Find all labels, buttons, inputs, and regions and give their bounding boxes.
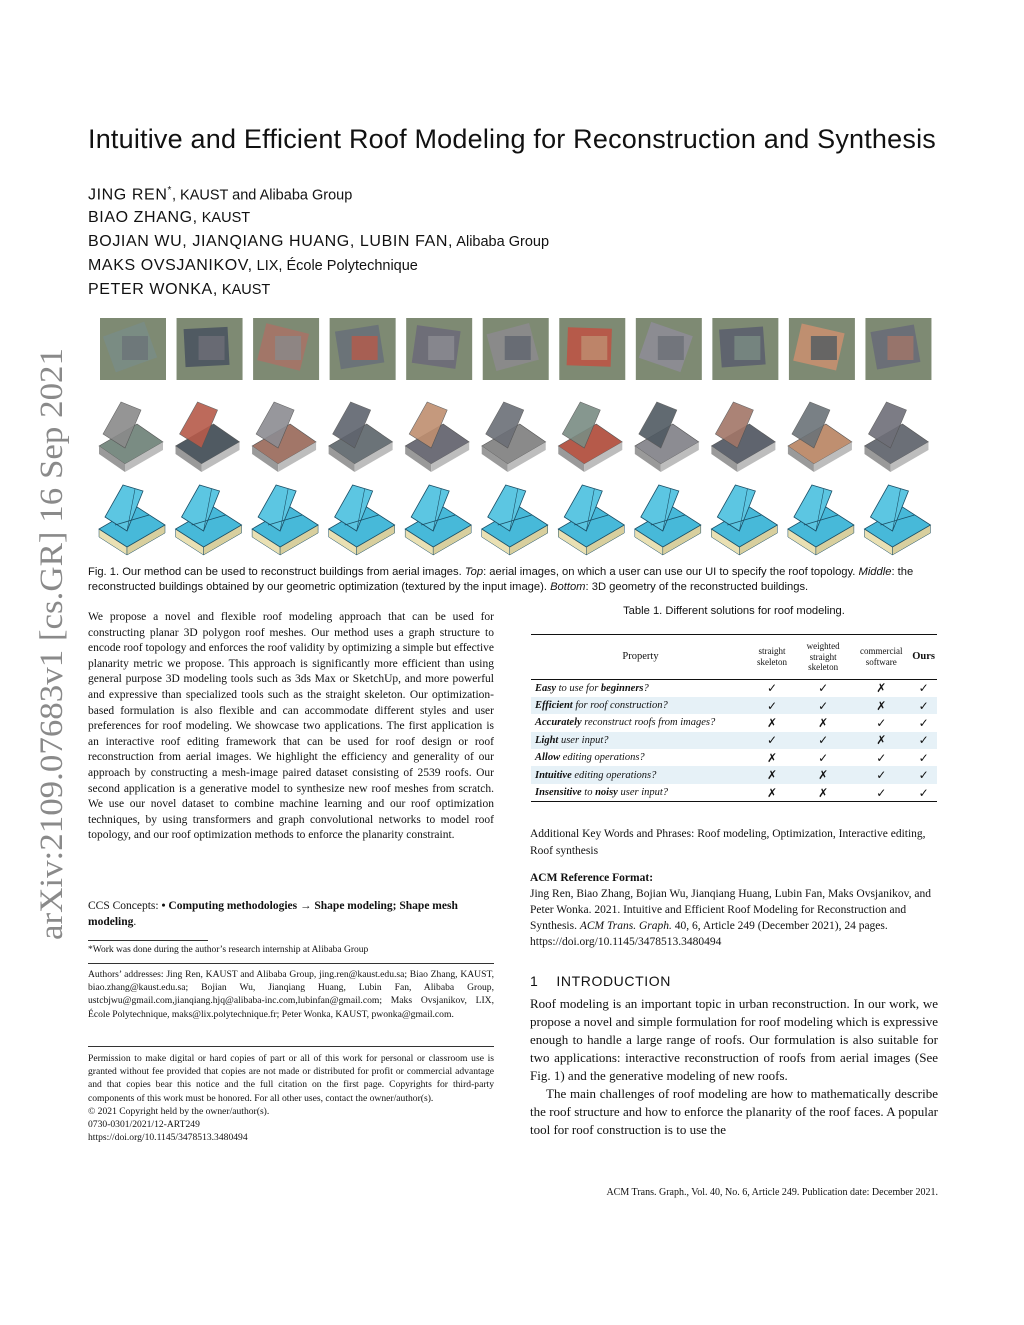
table-row xyxy=(531,697,937,714)
check-icon: ✓ xyxy=(818,681,829,696)
geometry-building-row xyxy=(99,485,930,555)
roof-geometry xyxy=(405,485,471,555)
aerial-thumbnail xyxy=(483,318,549,380)
author-line-4 xyxy=(88,257,418,275)
textured-building xyxy=(176,402,240,472)
permission-notice xyxy=(88,1052,494,1144)
check-icon: ✓ xyxy=(910,766,937,783)
textured-building xyxy=(252,402,316,472)
table-row xyxy=(531,679,937,697)
cross-icon: ✗ xyxy=(767,715,778,730)
permission-text: Permission to make digital or hard copies of part or all of this work for personal or classroom use is granted without fee provided that copies are not made or distributed for profit or commercial advantage and that copies bear this notice and the full citation on the first page. Copyrights for third-party components of this work must be honored. For all other uses, contact the owner/author(s). xyxy=(88,1053,494,1104)
aerial-thumbnail xyxy=(100,318,166,380)
page-footer: ACM Trans. Graph., Vol. 40, No. 6, Article 249. Publication date: December 2021. xyxy=(606,1187,938,1198)
textured-building xyxy=(99,402,163,472)
roof-geometry xyxy=(864,485,930,555)
header-commercial-software: commercial software xyxy=(859,646,903,667)
roof-geometry xyxy=(558,485,624,555)
check-icon: ✓ xyxy=(750,732,794,749)
author-names: BIAO ZHANG, xyxy=(88,209,198,226)
cross-icon: ✗ xyxy=(818,715,829,730)
table-caption: Table 1. Different solutions for roof modeling. xyxy=(623,605,845,617)
reference-text: Jing Ren, Biao Zhang, Bojian Wu, Jianqiang Huang, Lubin Fan, Maks Ovsjanikov, and Peter Wonka. 2021. Intuitive and Efficient Roof Modeling for Reconstruction and Synthesis. ACM Trans. Graph. 40, 6, Article 249 (December 2021), 24 pages. https://doi.org/10.1145/3478513.3480494 xyxy=(530,888,932,948)
cross-icon: ✗ xyxy=(794,766,852,783)
check-icon: ✓ xyxy=(876,715,887,730)
author-line-2 xyxy=(88,209,250,227)
author-names: PETER WONKA, xyxy=(88,281,218,298)
intro-paragraph: The main challenges of roof modeling are how to mathematically describe the roof structure and how to enforce the planarity of the roof faces. A popular tool for roof construction is to use the xyxy=(530,1086,938,1137)
figure-caption: Fig. 1. Our method can be used to reconstruct buildings from aerial images. Top: aerial images, on which a user can use our UI to specify the roof topology. Middle: the reconstructed buildings obtained by our geometric optimization (textured by the input image). Bottom: 3D geometry of the reconstructed buildings. xyxy=(88,566,914,593)
cross-icon: ✗ xyxy=(767,750,778,765)
property-cell: Efficient for roof construction? xyxy=(531,697,750,714)
textured-building xyxy=(329,402,393,472)
aerial-thumbnail xyxy=(789,318,855,380)
check-icon: ✓ xyxy=(918,750,929,765)
keywords: Additional Key Words and Phrases: Roof modeling, Optimization, Interactive editing, Roof synthesis xyxy=(530,828,926,857)
cross-icon: ✗ xyxy=(852,732,910,749)
property-cell: Easy to use for beginners? xyxy=(535,682,649,694)
introduction-body xyxy=(530,995,938,1139)
aerial-thumbnail xyxy=(559,318,625,380)
roof-geometry xyxy=(252,485,318,555)
arxiv-id-text: arXiv:2109.07683v1 [cs.GR] 16 Sep 2021 xyxy=(34,380,70,940)
author-names: BOJIAN WU, JIANQIANG HUANG, LUBIN FAN, xyxy=(88,233,454,250)
roof-geometry xyxy=(788,485,854,555)
author-affiliation: LIX, École Polytechnique xyxy=(252,258,418,274)
figure-1 xyxy=(86,316,938,561)
abstract: We propose a novel and flexible roof modeling approach that can be used for constructing planar 3D polygon roof meshes. Our method uses a graph structure to encode roof topology and enforces the roof validity by optimizing a simple but effective planarity metric we propose. This approach is significantly more efficient than using general purpose 3D modeling tools such as 3ds Max or SketchUp, and more powerful and expressive than specialized tools such as the straight skeleton. Our optimization-based formulation is also flexible and can accommodate different styles and user preferences for roof modeling. We showcase two applications. The first application is an interactive roof editing framework that can be used for roof design or roof reconstruction from aerial images. We highlight the efficiency and generality of our approach by constructing a mesh-image paired dataset consisting of 2539 roofs. Our second application is a generative model to synthesize new roof meshes from scratch. We use our novel dataset to combine machine learning and our roof optimization techniques, by using transformers and graph convolutional networks to model roof topology, and our roof optimization methods to enforce the planarity constraint. xyxy=(88,611,494,842)
cross-icon: ✗ xyxy=(852,697,910,714)
header-weighted-straight-skeleton: weighted straight skeleton xyxy=(806,641,840,672)
check-icon: ✓ xyxy=(918,681,929,696)
aerial-thumbnail xyxy=(636,318,702,380)
section-heading-introduction: 1 INTRODUCTION xyxy=(530,973,671,989)
check-icon: ✓ xyxy=(852,766,910,783)
footnote-rule xyxy=(88,940,208,941)
check-icon: ✓ xyxy=(794,732,852,749)
header-property: Property xyxy=(622,650,659,662)
paper-title: Intuitive and Efficient Roof Modeling for Reconstruction and Synthesis xyxy=(88,124,936,154)
check-icon: ✓ xyxy=(794,697,852,714)
aerial-image-row xyxy=(100,318,931,380)
check-icon: ✓ xyxy=(918,715,929,730)
textured-building xyxy=(864,402,928,472)
check-icon: ✓ xyxy=(918,785,929,800)
textured-building xyxy=(558,402,622,472)
check-icon: ✓ xyxy=(910,697,937,714)
author-names: MAKS OVSJANIKOV, xyxy=(88,257,253,274)
property-cell: Light user input? xyxy=(531,732,750,749)
check-icon: ✓ xyxy=(876,785,887,800)
textured-building xyxy=(405,402,469,472)
doi-link[interactable]: https://doi.org/10.1145/3478513.3480494 xyxy=(88,1132,248,1144)
roof-geometry xyxy=(482,485,548,555)
textured-building-row xyxy=(99,402,928,472)
aerial-thumbnail xyxy=(330,318,396,380)
check-icon: ✓ xyxy=(767,681,778,696)
author-line-5 xyxy=(88,281,270,299)
property-cell: Intuitive editing operations? xyxy=(531,766,750,783)
aerial-thumbnail xyxy=(712,318,778,380)
check-icon: ✓ xyxy=(910,732,937,749)
check-icon: ✓ xyxy=(876,750,887,765)
roof-geometry xyxy=(176,485,242,555)
table-row xyxy=(531,766,937,783)
copyright-line: © 2021 Copyright held by the owner/author(s). xyxy=(88,1105,270,1117)
property-cell: Accurately reconstruct roofs from images? xyxy=(535,717,716,729)
table-row xyxy=(531,749,937,766)
property-cell: Allow editing operations? xyxy=(535,752,645,764)
author-mark: * xyxy=(167,185,172,196)
header-straight-skeleton: straight skeleton xyxy=(757,646,788,667)
author-affiliation: , KAUST and Alibaba Group xyxy=(171,187,353,204)
intro-paragraph: Roof modeling is an important topic in urban reconstruction. In our work, we propose a novel and simple formulation for roof modeling which is expressive enough to handle a large range of roofs. Our formulation is also suitable for two applications: interactive reconstruction of roofs from aerial images (See Fig. 1) and the generative modeling of new roofs. xyxy=(530,996,938,1083)
author-names: JING REN xyxy=(88,186,168,204)
textured-building xyxy=(635,402,699,472)
author-addresses: Authors’ addresses: Jing Ren, KAUST and Alibaba Group, jing.ren@kaust.edu.sa; Biao Zhang, KAUST, biao.zhang@kaust.edu.sa; Bojian Wu, Jianqiang Huang, Lubin Fan, Alibaba Group, ustcbjwu@gmail.com,jianqiang.hjq@alibaba-inc.com,lubinfan@gmail.com; Maks Ovsjanikov, LIX, École Polytechnique, maks@lix.polytechnique.fr; Peter Wonka, KAUST, pwonka@gmail.com. xyxy=(88,969,494,1020)
textured-building xyxy=(482,402,546,472)
table-row xyxy=(531,784,937,802)
author-line-3 xyxy=(88,233,549,251)
roof-geometry xyxy=(635,485,701,555)
cross-icon: ✗ xyxy=(750,766,794,783)
issn-line: 0730-0301/2021/12-ART249 xyxy=(88,1119,200,1131)
ccs-concepts: CCS Concepts: • Computing methodologies → Shape modeling; Shape mesh modeling. xyxy=(88,900,458,928)
author-line-1 xyxy=(88,185,352,204)
acm-reference-format xyxy=(530,870,938,950)
cross-icon: ✗ xyxy=(876,681,887,696)
cross-icon: ✗ xyxy=(818,785,829,800)
author-affiliation: Alibaba Group xyxy=(453,234,550,250)
aerial-thumbnail xyxy=(253,318,319,380)
author-affiliation: KAUST xyxy=(217,282,271,298)
check-icon: ✓ xyxy=(750,697,794,714)
aerial-thumbnail xyxy=(865,318,931,380)
roof-geometry xyxy=(329,485,395,555)
textured-building xyxy=(711,402,775,472)
footnote: *Work was done during the author’s research internship at Alibaba Group xyxy=(88,945,369,955)
author-affiliation: KAUST xyxy=(197,210,251,226)
textured-building xyxy=(788,402,852,472)
header-ours: Ours xyxy=(912,650,935,662)
property-cell: Insensitive to noisy user input? xyxy=(535,787,669,799)
roof-geometry xyxy=(711,485,777,555)
check-icon: ✓ xyxy=(818,750,829,765)
comparison-table xyxy=(531,634,937,802)
cross-icon: ✗ xyxy=(767,785,778,800)
address-rule xyxy=(88,963,494,964)
roof-geometry xyxy=(99,485,165,555)
arxiv-stamp xyxy=(0,340,80,950)
permission-rule xyxy=(88,1046,494,1047)
reference-heading: ACM Reference Format: xyxy=(530,872,654,884)
aerial-thumbnail xyxy=(177,318,243,380)
table-row xyxy=(531,714,937,731)
table-row xyxy=(531,732,937,749)
aerial-thumbnail xyxy=(406,318,472,380)
